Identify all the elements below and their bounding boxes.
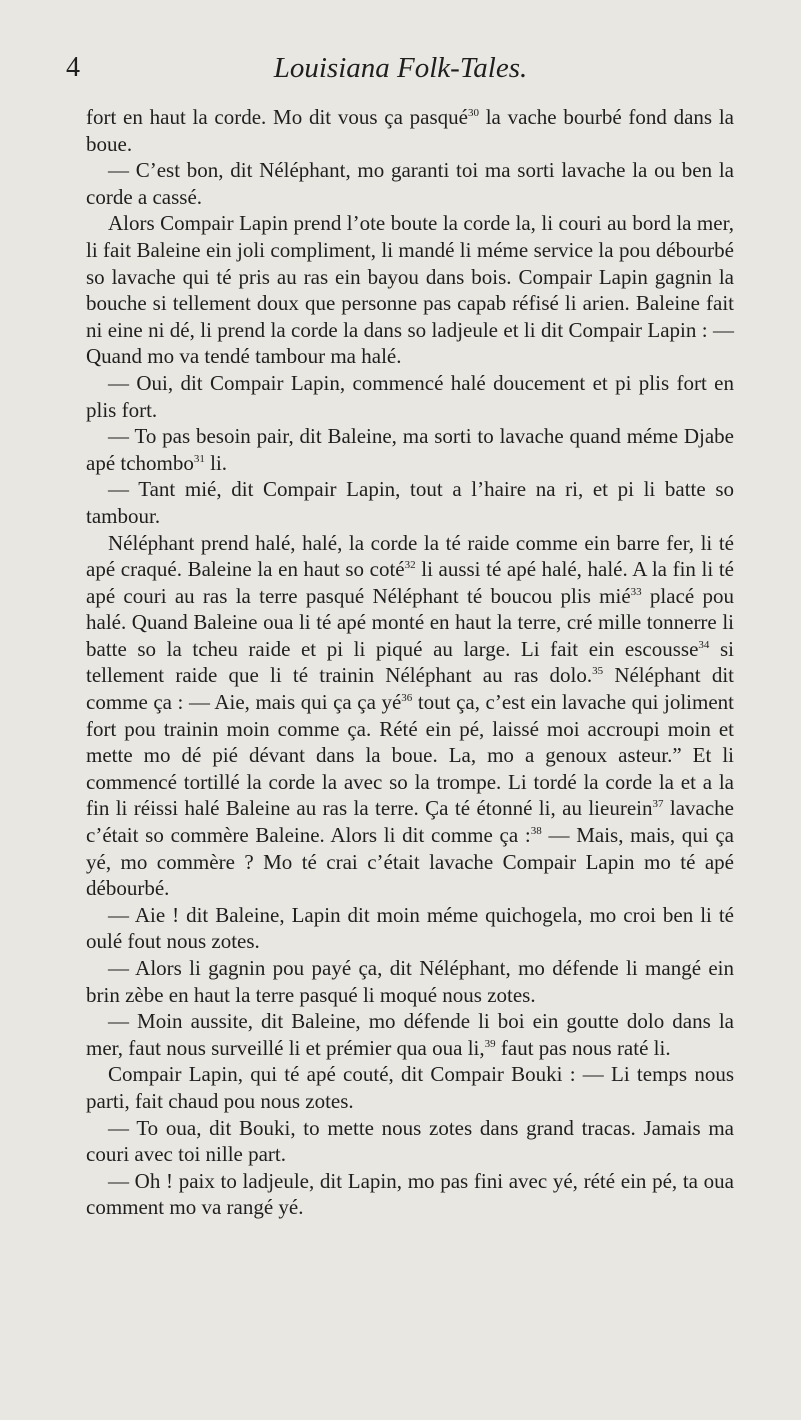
text-run: si tellement raide que li té trainin Néléphant au ras dolo. <box>86 636 734 688</box>
paragraph <box>86 1115 734 1168</box>
running-title: Louisiana Folk-Tales. <box>273 52 528 84</box>
paragraph <box>86 530 734 902</box>
paragraph <box>86 423 734 476</box>
footnote-ref: 35 <box>592 665 604 678</box>
text-run: — Tant mié, dit Compair Lapin, tout a l’haire na ri, et pi li batte so tambour. <box>86 477 734 528</box>
text-run: — Oh ! paix to ladjeule, dit Lapin, mo pas fini avec yé, rété ein pé, ta oua comment mo va rangé yé. <box>86 1168 734 1220</box>
text-run: li. <box>204 450 228 475</box>
paragraph <box>86 104 734 157</box>
text-run: placé pou halé. Quand Baleine oua li té apé monté en haut la terre, cré mille tonnerre li batte so la tcheu raide et pi li piqué au large. Li fait ein escousse <box>86 583 735 661</box>
text-run: faut pas nous raté li. <box>495 1035 671 1060</box>
footnote-ref: 32 <box>404 559 416 572</box>
footnote-ref: 38 <box>530 825 542 838</box>
paragraph <box>86 955 734 1008</box>
text-run: Compair Lapin, qui té apé couté, dit Compair Bouki : — Li temps nous parti, fait chaud pou nous zotes. <box>86 1062 734 1113</box>
text-run: Néléphant prend halé, halé, la corde la té raide comme ein barre fer, li té apé craqué. Baleine la en haut so coté <box>86 530 734 582</box>
paragraph <box>86 157 734 210</box>
text-run: tout ça, c’est ein lavache qui joliment fort pou trainin moin comme ça. Rété ein pé, laissé moi accroupi moin et mette mo dé pié dévant dans la boue. La, mo a genoux asteur.” Et li commencé tortillé la corde la avec so la trompe. Li tordé la corde la et a la fin li réissi halé Baleine au ras la terre. Ça té étonné li, au lieurein <box>86 690 734 821</box>
paragraph <box>86 1008 734 1061</box>
text-run: — C’est bon, dit Néléphant, mo garanti toi ma sorti lavache la ou ben la corde a cassé. <box>86 158 734 209</box>
text-run: — To oua, dit Bouki, to mette nous zotes dans grand tracas. Jamais ma couri avec toi nille part. <box>86 1115 734 1167</box>
footnote-ref: 37 <box>652 798 664 811</box>
paragraph <box>86 1061 734 1114</box>
text-run: fort en haut la corde. Mo dit vous ça pasqué <box>86 105 468 129</box>
footnote-ref: 31 <box>193 452 205 465</box>
text-run: — Oui, dit Compair Lapin, commencé halé doucement et pi plis fort en plis fort. <box>86 370 734 422</box>
text-run: Alors Compair Lapin prend l’ote boute la corde la, li couri au bord la mer, li fait Baleine ein joli compliment, li mandé li méme service la pou débourbé so lavache qui té pris au ras ein bayou dans bois. Compair Lapin gagnin la bouche si tellement doux que personne pas capab réfisé li arien. Baleine fait ni eine ni dé, li prend la corde la dans so ladjeule et li dit Compair Lapin : — Quand mo va tendé tambour ma halé. <box>86 211 734 369</box>
text-run: — Alors li gagnin pou payé ça, dit Néléphant, mo défende li mangé ein brin zèbe en haut la terre pasqué li moqué nous zotes. <box>86 956 734 1007</box>
text-run: lavache c’était so commère Baleine. Alors li dit comme ça : <box>86 796 734 848</box>
paragraph <box>86 1168 734 1221</box>
body-text <box>86 104 734 1221</box>
paragraph <box>86 476 734 529</box>
text-run: li aussi té apé halé, halé. A la fin li té apé couri au ras la terre pasqué Néléphant té boucou plis mié <box>86 557 735 608</box>
footnote-ref: 34 <box>698 638 710 651</box>
footnote-ref: 30 <box>467 107 479 119</box>
page-number: 4 <box>66 52 80 83</box>
footnote-ref: 33 <box>630 585 642 598</box>
footnote-ref: 39 <box>484 1037 496 1050</box>
text-run: Néléphant dit comme ça : — Aie, mais qui ça ça yé <box>86 663 734 715</box>
page-header <box>0 52 801 92</box>
text-run: — To pas besoin pair, dit Baleine, ma sorti to lavache quand méme Djabe apé tchombo <box>86 424 734 475</box>
paragraph <box>86 370 734 423</box>
paragraph <box>86 210 734 370</box>
text-run: — Moin aussite, dit Baleine, mo défende li boi ein goutte dolo dans la mer, faut nous surveillé li et prémier qua oua li, <box>86 1009 734 1060</box>
text-run: — Aie ! dit Baleine, Lapin dit moin méme quichogela, mo croi ben li té oulé fout nous zotes. <box>86 902 734 954</box>
paragraph <box>86 902 734 955</box>
footnote-ref: 36 <box>401 692 413 705</box>
text-run: la vache bourbé fond dans la boue. <box>86 105 735 156</box>
text-run: — Mais, mais, qui ça yé, mo commère ? Mo té crai c’était lavache Compair Lapin mo té apé débourbé. <box>86 823 735 901</box>
